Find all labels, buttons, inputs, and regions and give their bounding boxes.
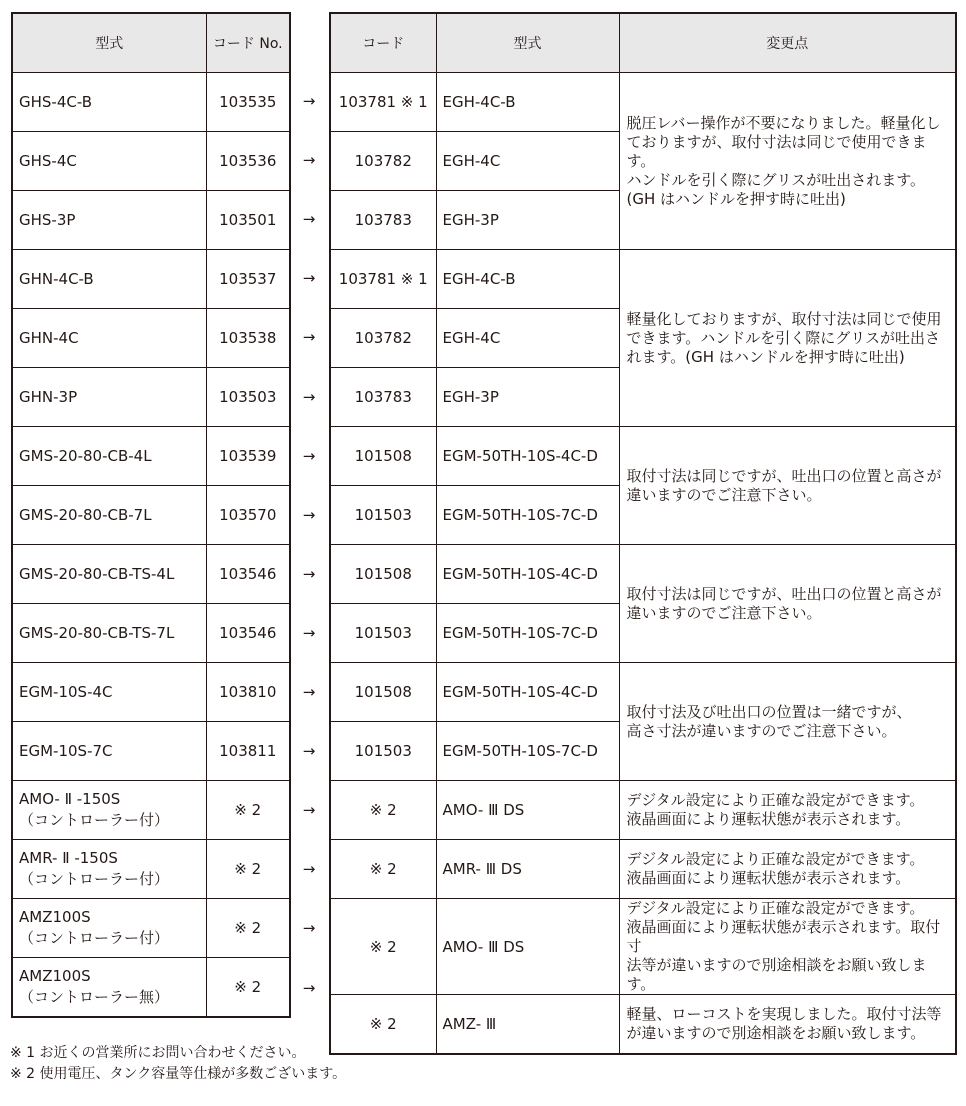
old-code-cell: 103810 bbox=[206, 663, 290, 722]
changes-line: (GH はハンドルを押す時に吐出) bbox=[626, 189, 846, 208]
old-model-cell bbox=[12, 840, 206, 899]
changes-cell bbox=[619, 899, 956, 995]
changes-cell bbox=[619, 781, 956, 840]
old-code-cell: 103570 bbox=[206, 486, 290, 545]
changes-line: デジタル設定により正確な設定ができます。 bbox=[626, 899, 925, 917]
changes-line: 取付寸法は同じですが、吐出口の位置と高さが bbox=[626, 466, 942, 485]
arrow-icon: → bbox=[302, 564, 316, 583]
table-row bbox=[12, 73, 290, 132]
new-model-cell: EGH-3P bbox=[436, 191, 619, 250]
arrow-icon: → bbox=[302, 505, 316, 524]
old-code-cell: ※ 2 bbox=[206, 840, 290, 899]
old-code-cell: 103501 bbox=[206, 191, 290, 250]
table-row bbox=[12, 250, 290, 309]
old-model-text: （コントローラー付） bbox=[19, 929, 170, 947]
arrow-icon: → bbox=[302, 742, 316, 761]
changes-line: 軽量化しておりますが、取付寸法は同じで使用 bbox=[626, 309, 942, 328]
new-model-table bbox=[329, 12, 957, 1055]
old-model-text: （コントローラー付） bbox=[19, 870, 170, 888]
arrow-icon: → bbox=[302, 978, 316, 997]
changes-cell bbox=[619, 73, 956, 250]
table-row bbox=[12, 958, 290, 1018]
changes-cell bbox=[619, 663, 956, 781]
footnotes bbox=[10, 1043, 346, 1085]
new-code-cell: 103782 bbox=[330, 309, 436, 368]
arrow-icon: → bbox=[302, 860, 316, 879]
old-code-cell: 103546 bbox=[206, 545, 290, 604]
old-code-cell: 103536 bbox=[206, 132, 290, 191]
table-row bbox=[330, 995, 956, 1055]
old-model-text: AMR- Ⅱ -150S bbox=[19, 849, 118, 867]
old-model-cell: GHN-4C bbox=[12, 309, 206, 368]
old-code-cell: 103535 bbox=[206, 73, 290, 132]
old-model-cell: GMS-20-80-CB-4L bbox=[12, 427, 206, 486]
new-code-cell: 101508 bbox=[330, 427, 436, 486]
changes-line: れます。(GH はハンドルを押す時に吐出) bbox=[626, 347, 905, 366]
changes-line: デジタル設定により正確な設定ができます。 bbox=[626, 791, 925, 809]
changes-cell bbox=[619, 840, 956, 899]
old-model-cell: GHS-4C-B bbox=[12, 73, 206, 132]
table-row bbox=[330, 545, 956, 604]
table-row bbox=[12, 781, 290, 840]
table-row bbox=[12, 722, 290, 781]
old-model-text: AMZ100S bbox=[19, 967, 91, 985]
table-row bbox=[12, 545, 290, 604]
new-model-cell: AMR- Ⅲ DS bbox=[436, 840, 619, 899]
old-model-table bbox=[11, 12, 291, 1018]
arrow-icon: → bbox=[302, 446, 316, 465]
changes-line: 取付寸法及び吐出口の位置は一緒ですが、 bbox=[626, 702, 912, 721]
old-model-cell: GMS-20-80-CB-7L bbox=[12, 486, 206, 545]
header-model: 型式 bbox=[12, 13, 206, 73]
table-row bbox=[330, 427, 956, 486]
old-model-text: AMZ100S bbox=[19, 908, 91, 926]
table-row bbox=[330, 250, 956, 309]
old-model-cell bbox=[12, 899, 206, 958]
header-new-model: 型式 bbox=[436, 13, 619, 73]
table-row bbox=[330, 663, 956, 722]
new-code-cell: ※ 2 bbox=[330, 781, 436, 840]
table-row bbox=[12, 486, 290, 545]
old-code-cell: 103811 bbox=[206, 722, 290, 781]
changes-line: 液晶画面により運転状態が表示されます。 bbox=[626, 810, 911, 828]
new-code-cell: 101503 bbox=[330, 722, 436, 781]
table-row bbox=[330, 840, 956, 899]
changes-line: 違いますのでご注意下さい。 bbox=[626, 485, 822, 504]
changes-line: 脱圧レバー操作が不要になりました。軽量化し bbox=[626, 113, 941, 132]
old-code-cell: ※ 2 bbox=[206, 899, 290, 958]
new-code-cell: 103783 bbox=[330, 191, 436, 250]
old-model-cell: GHN-4C-B bbox=[12, 250, 206, 309]
arrow-icon: → bbox=[302, 801, 316, 820]
arrow-icon: → bbox=[302, 92, 316, 110]
table-row bbox=[12, 604, 290, 663]
new-code-cell: ※ 2 bbox=[330, 899, 436, 995]
old-model-text: （コントローラー付） bbox=[19, 811, 170, 829]
arrow-icon: → bbox=[302, 151, 316, 170]
arrow-icon: → bbox=[302, 387, 316, 406]
old-code-cell: 103539 bbox=[206, 427, 290, 486]
old-code-cell: 103503 bbox=[206, 368, 290, 427]
new-code-cell: 101503 bbox=[330, 604, 436, 663]
old-code-cell: 103538 bbox=[206, 309, 290, 368]
changes-line: が違いますので別途相談をお願い致します。 bbox=[626, 1024, 926, 1042]
arrow-icon: → bbox=[302, 269, 316, 288]
old-model-text: （コントローラー無） bbox=[19, 988, 170, 1006]
new-model-cell: EGH-4C bbox=[436, 309, 619, 368]
header-code-no: コード No. bbox=[206, 13, 290, 73]
changes-line: デジタル設定により正確な設定ができます。 bbox=[626, 850, 925, 868]
new-model-cell: EGM-50TH-10S-7C-D bbox=[436, 486, 619, 545]
old-model-cell: EGM-10S-7C bbox=[12, 722, 206, 781]
new-model-cell: EGM-50TH-10S-7C-D bbox=[436, 604, 619, 663]
table-row bbox=[12, 368, 290, 427]
new-code-cell: 103782 bbox=[330, 132, 436, 191]
changes-line: 取付寸法は同じですが、吐出口の位置と高さが bbox=[626, 584, 942, 603]
new-code-cell: ※ 2 bbox=[330, 995, 436, 1055]
new-code-cell: ※ 2 bbox=[330, 840, 436, 899]
footnote-1: ※ 1 お近くの営業所にお問い合わせください。 bbox=[10, 1045, 306, 1061]
old-model-cell: GMS-20-80-CB-TS-4L bbox=[12, 545, 206, 604]
new-code-cell: 101508 bbox=[330, 545, 436, 604]
new-code-cell: 101508 bbox=[330, 663, 436, 722]
changes-cell bbox=[619, 545, 956, 663]
table-row bbox=[12, 309, 290, 368]
table-row bbox=[12, 840, 290, 899]
new-code-cell: 101503 bbox=[330, 486, 436, 545]
table-row bbox=[12, 899, 290, 958]
new-model-cell: AMO- Ⅲ DS bbox=[436, 899, 619, 995]
header-changes: 変更点 bbox=[619, 13, 956, 73]
new-model-cell: EGH-4C bbox=[436, 132, 619, 191]
new-model-cell: EGM-50TH-10S-4C-D bbox=[436, 663, 619, 722]
changes-line: 液晶画面により運転状態が表示されます。取付寸 bbox=[626, 918, 941, 955]
changes-line: 法等が違いますので別途相談をお願い致します。 bbox=[626, 956, 927, 993]
new-model-cell: AMZ- Ⅲ bbox=[436, 995, 619, 1055]
old-model-cell: GHS-3P bbox=[12, 191, 206, 250]
arrow-icon: → bbox=[302, 623, 316, 642]
arrow-icon: → bbox=[302, 919, 316, 938]
arrow-icon: → bbox=[302, 683, 316, 701]
table-row bbox=[12, 132, 290, 191]
header-row bbox=[330, 13, 956, 73]
new-model-cell: EGH-4C-B bbox=[436, 73, 619, 132]
header-code: コード bbox=[330, 13, 436, 73]
new-model-cell: EGH-4C-B bbox=[436, 250, 619, 309]
new-code-cell: 103781 ※ 1 bbox=[330, 73, 436, 132]
table-row bbox=[12, 191, 290, 250]
changes-line: できます。ハンドルを引く際にグリスが吐出さ bbox=[626, 328, 941, 347]
table-row bbox=[12, 427, 290, 486]
old-model-cell: GHN-3P bbox=[12, 368, 206, 427]
table-row bbox=[330, 899, 956, 995]
changes-line: 違いますのでご注意下さい。 bbox=[626, 603, 822, 622]
old-model-cell bbox=[12, 958, 206, 1018]
old-code-cell: ※ 2 bbox=[206, 958, 290, 1018]
changes-line: 軽量、ローコストを実現しました。取付寸法等 bbox=[626, 1005, 942, 1023]
new-code-cell: 103781 ※ 1 bbox=[330, 250, 436, 309]
changes-line: ておりますが、取付寸法は同じで使用できます。 bbox=[626, 132, 927, 170]
table-row bbox=[330, 781, 956, 840]
table-row bbox=[12, 663, 290, 722]
changes-line: ハンドルを引く際にグリスが吐出されます。 bbox=[626, 170, 926, 189]
changes-cell bbox=[619, 250, 956, 427]
table-row bbox=[330, 73, 956, 132]
new-model-cell: EGM-50TH-10S-4C-D bbox=[436, 545, 619, 604]
changes-cell bbox=[619, 427, 956, 545]
new-model-cell: EGH-3P bbox=[436, 368, 619, 427]
changes-line: 高さ寸法が違いますのでご注意下さい。 bbox=[626, 721, 897, 740]
header-row bbox=[12, 13, 290, 73]
old-model-cell: GMS-20-80-CB-TS-7L bbox=[12, 604, 206, 663]
new-code-cell: 103783 bbox=[330, 368, 436, 427]
changes-line: 液晶画面により運転状態が表示されます。 bbox=[626, 869, 911, 887]
changes-cell bbox=[619, 995, 956, 1055]
old-model-cell bbox=[12, 781, 206, 840]
new-model-cell: EGM-50TH-10S-7C-D bbox=[436, 722, 619, 781]
arrow-icon: → bbox=[302, 210, 316, 229]
old-code-cell: 103546 bbox=[206, 604, 290, 663]
new-model-cell: EGM-50TH-10S-4C-D bbox=[436, 427, 619, 486]
old-model-cell: EGM-10S-4C bbox=[12, 663, 206, 722]
new-model-cell: AMO- Ⅲ DS bbox=[436, 781, 619, 840]
old-code-cell: 103537 bbox=[206, 250, 290, 309]
footnote-2: ※ 2 使用電圧、タンク容量等仕様が多数ございます。 bbox=[10, 1066, 347, 1082]
arrow-icon: → bbox=[302, 328, 316, 347]
old-model-text: AMO- Ⅱ -150S bbox=[19, 790, 121, 808]
old-code-cell: ※ 2 bbox=[206, 781, 290, 840]
old-model-cell: GHS-4C bbox=[12, 132, 206, 191]
